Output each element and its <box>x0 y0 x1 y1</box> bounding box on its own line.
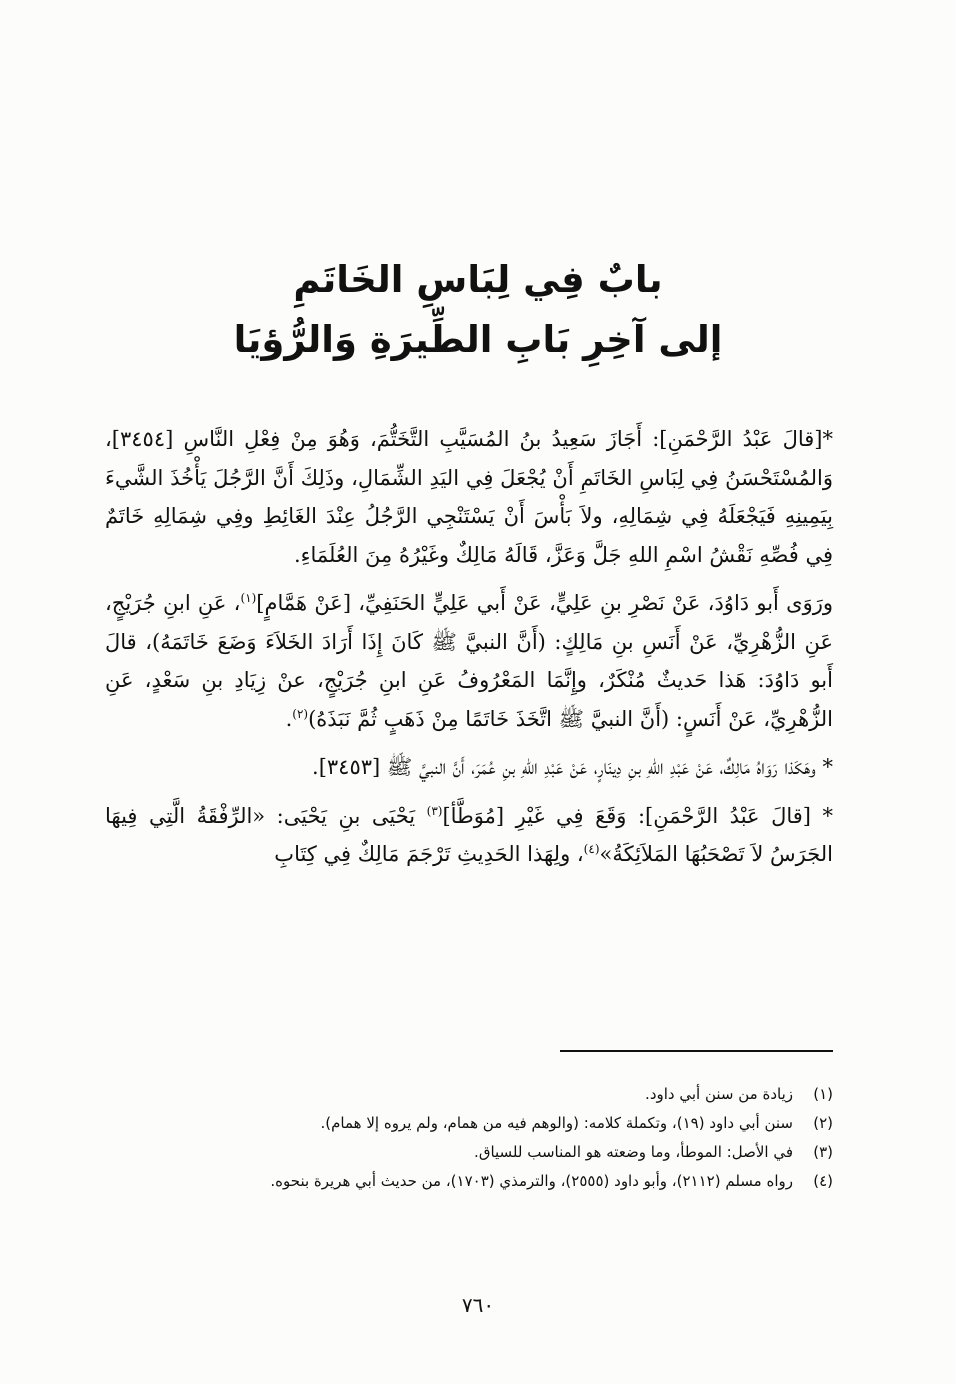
paragraph-text: ، عَنِ ابنِ جُرَيْجٍ، عَنِ الزُّهْرِيِّ، عَنْ أَنَسِ بنِ مَالِكٍ: (أَنَّ النبيَّ ﷺ كَانَ إِذَا أَرَادَ الخَلاَءَ وَضَعَ خَاتَمَهُ)، قالَ أَبو دَاوُدَ: هَذا حَديثٌ مُنْكَرٌ، وإِنَّمَا المَعْرُوفُ عَنِ ابنِ جُرَيْجٍ، عنْ زِيَادِ بنِ سَعْدٍ، عَنِ الزُّهْرِيِّ، عَنْ أَنَسٍ: (أَنَّ النبيَّ ﷺ اتَّخَذَ خَاتَمًا مِنْ ذَهَبٍ ثُمَّ نَبَذَهُ) <box>105 591 833 731</box>
footnote-number: (١) <box>813 1085 833 1103</box>
paragraph-text: *[قالَ عَبْدُ الرَّحْمَنِ]: أَجَازَ سَعِيدُ بنُ المُسَيَّبِ التَّخَتُّمَ، وَهُوَ مِنْ فِعْلِ النَّاسِ [٣٤٥٤]، وَالمُسْتَحْسَنُ فِي لِبَاسِ الخَاتَمِ أَنْ يُجْعَلَ فِي اليَدِ الشِّمَالِ، وذَلِكَ أَنَّ الرَّجُلَ يَأْخُذَ الشَّيءَ بِيَمِينِهِ فَيَجْعَلَهُ فِي شِمَالِهِ، ولاَ بَأْسَ أَنْ يَسْتَنْجِي الرَّجُلُ عِنْدَ الغَائِطِ وفِي شِمَالِهِ خَاتَمٌ فِي فُصِّهِ نَقْشُ اسْمِ اللهِ جَلَّ وَعَزَّ، قَالَهُ مَالِكٌ وغَيْرُهُ مِنَ العُلَمَاءِ. <box>105 427 834 567</box>
main-text <box>105 420 833 884</box>
paragraph-3 <box>105 748 833 787</box>
chapter-title-line-2: إلى آخِرِ بَابِ الطِّيرَةِ وَالرُّؤيَا <box>233 318 723 361</box>
footnote-item <box>105 1167 833 1196</box>
footnote-number: (٢) <box>813 1114 833 1132</box>
paragraph-4 <box>105 797 833 874</box>
chapter-title <box>0 250 956 370</box>
page-number: ٧٦٠ <box>461 1293 495 1317</box>
footnote-ref-1: (١) <box>240 591 257 605</box>
footnote-text: سنن أبي داود (١٩)، وتكملة كلامه: (والوهم فيه من همام، ولم يروه إلا همام). <box>320 1114 793 1132</box>
footnote-ref-2: (٢) <box>292 706 309 721</box>
footnote-item <box>105 1109 833 1138</box>
footnote-ref-4: (٤) <box>583 842 600 856</box>
paragraph-text: * [قالَ عَبْدُ الرَّحْمَنِ]: وَقَعَ فِي غَيْرِ [مُوَطَّأ] <box>442 803 833 828</box>
paragraph-2 <box>105 584 833 738</box>
paragraph-text: يَحْيَى بنِ يَحْيَى: «الرِّفْقَةُ الَّتِي فِيهَا الجَرَسُ لاَ تَصْحَبُهَا المَلاَئِكَةُ» <box>105 803 833 866</box>
footnote-item <box>105 1138 833 1167</box>
footnotes <box>105 1080 833 1196</box>
footnote-number: (٣) <box>813 1143 833 1161</box>
paragraph-1 <box>105 420 833 574</box>
footnote-number: (٤) <box>813 1172 833 1190</box>
paragraph-text: . <box>285 706 293 731</box>
footnote-text: زيادة من سنن أبي داود. <box>645 1085 793 1103</box>
chapter-title-line-1: بابٌ فِي لِبَاسِ الخَاتَمِ <box>293 258 663 301</box>
footnote-text: رواه مسلم (٢١١٢)، وأبو داود (٢٥٥٥)، والترمذي (١٧٠٣)، من حديث أبي هريرة بنحوه. <box>270 1172 793 1190</box>
footnote-divider <box>560 1050 833 1052</box>
footnote-item <box>105 1080 833 1109</box>
footnote-ref-3: (٣) <box>426 803 443 818</box>
paragraph-text: ورَوَى أَبو دَاوُدَ، عَنْ نَصْرِ بنِ عَلِيٍّ، عَنْ أَبي عَلِيٍّ الحَنَفِيِّ، [عَنْ هَمَّامٍ] <box>256 591 833 615</box>
footnote-text: في الأصل: الموطأ، وما وضعته هو المناسب للسياق. <box>474 1143 793 1161</box>
paragraph-text: * وهَكَذا رَوَاهُ مَالِكٌ، عَنْ عَبْدِ اللهِ بنِ دِينَارٍ، عَنْ عَبْدِ اللهِ بنِ عُمَرَ، أَنَّ النبيَّ ﷺ [٣٤٥٣]. <box>312 755 833 779</box>
paragraph-text: ، ولِهَذا الحَدِيثِ تَرْجَمَ مَالِكٌ فِي كِتَابِ <box>274 842 584 866</box>
